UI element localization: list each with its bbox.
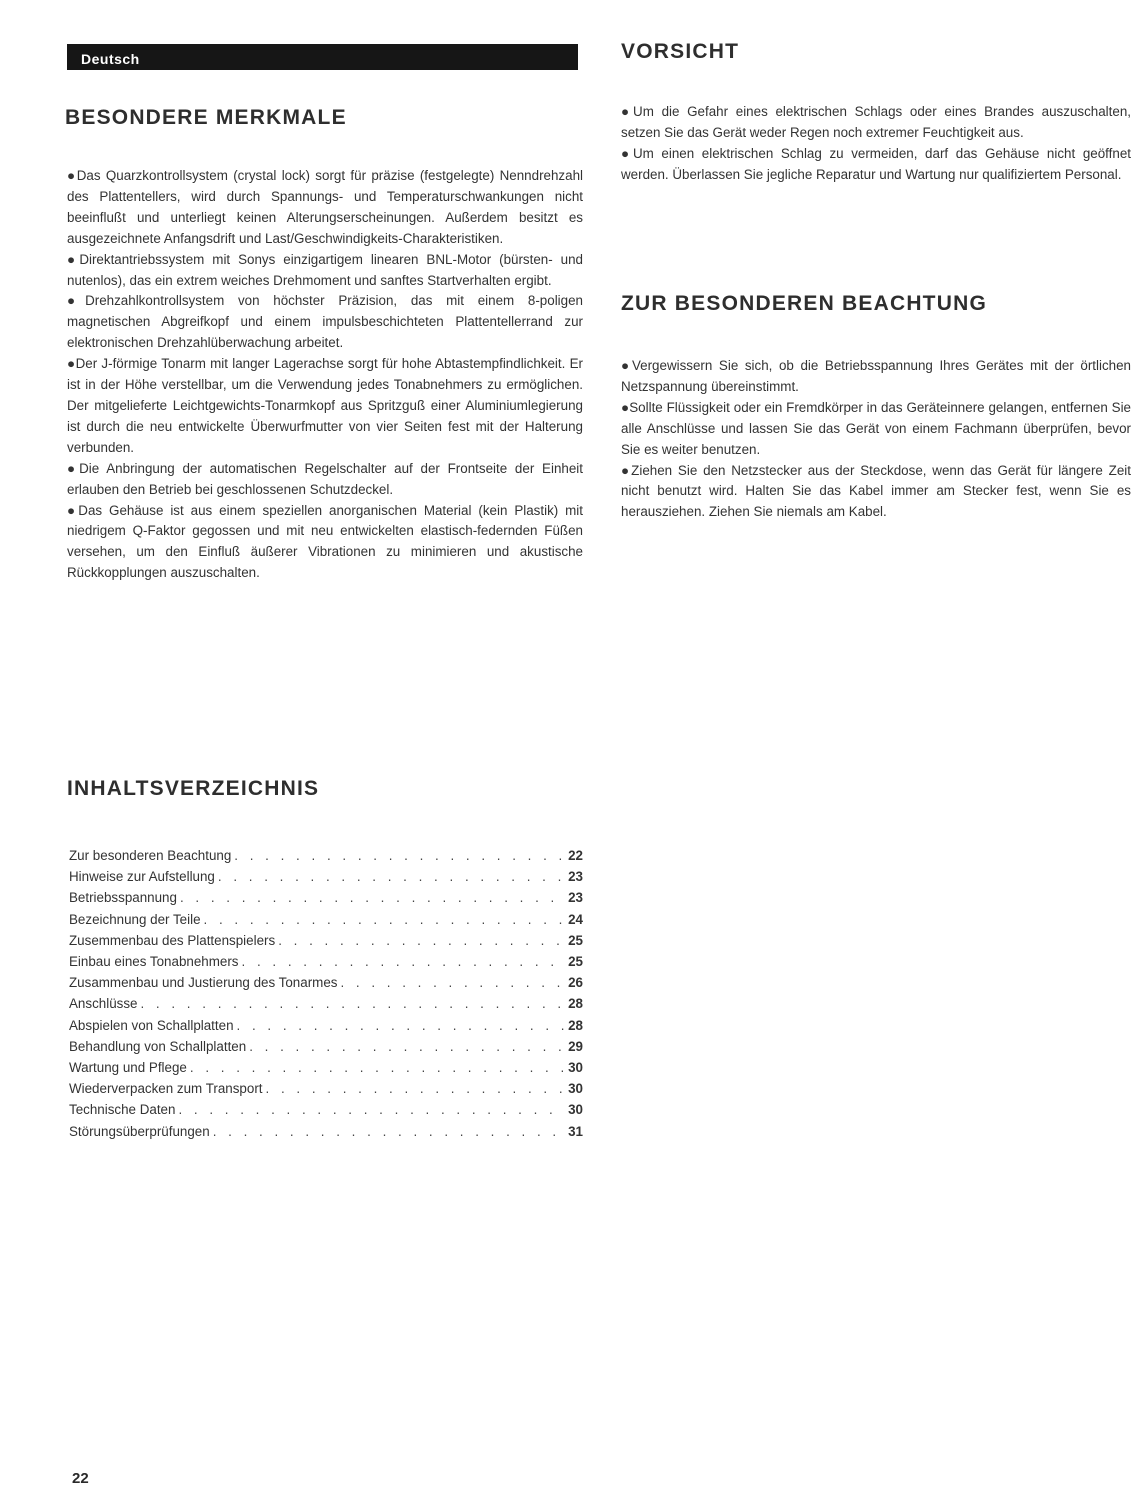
caution-paragraph: ●Um die Gefahr eines elektrischen Schlags oder eines Brandes auszuschalten, setzen Sie das Gerät weder Regen noch extremer Feuchtigkeit aus. [621,104,1131,140]
toc-item-page: 31 [568,1123,583,1139]
toc-leader-dots [278,930,565,951]
toc-item-label: Bezeichnung der Teile [69,911,201,927]
features-heading: BESONDERE MERKMALE [65,106,347,129]
toc-heading: INHALTSVERZEICHNIS [67,777,320,800]
toc-item-page: 30 [568,1060,583,1076]
toc-item-label: Anschlüsse [69,996,138,1012]
toc-item-page: 30 [568,1081,583,1097]
toc-item [69,909,583,930]
toc-leader-dots [180,887,565,908]
toc-item-label: Abspielen von Schallplatten [69,1017,234,1033]
toc-item [69,972,583,993]
attention-text [621,356,1131,523]
toc-item-label: Behandlung von Schallplatten [69,1038,247,1054]
toc-item-label: Störungsüberprüfungen [69,1123,210,1139]
toc-leader-dots [190,1057,565,1078]
toc-item [69,1121,583,1142]
toc-item-label: Zusemmenbau des Plattenspielers [69,932,276,948]
toc-item-page: 23 [568,869,583,885]
feature-paragraph: ●Direktantriebssystem mit Sonys einzigartigem linearen BNL-Motor (bürsten- und nutenlos), das ein extrem weiches Drehmoment und sanftes Startverhalten ergibt. [67,251,583,288]
toc-leader-dots [249,1036,565,1057]
attention-paragraph: ●Ziehen Sie den Netzstecker aus der Steckdose, wenn das Gerät für längere Zeit nicht benutzt wird. Halten Sie das Kabel immer am Stecker fest, wenn Sie es herausziehen. Ziehen Sie niemals am Kabel. [621,462,1131,520]
toc-item [69,1015,583,1036]
toc-item [69,1078,583,1099]
toc-item [69,887,583,908]
attention-paragraph: ●Vergewissern Sie sich, ob die Betriebsspannung Ihres Gerätes mit der örtlichen Netzspannung übereinstimmt. [621,358,1131,394]
toc-item [69,1099,583,1120]
toc-leader-dots [242,951,566,972]
toc-item [69,1036,583,1057]
feature-paragraph: ●Das Gehäuse ist aus einem speziellen anorganischen Material (kein Plastik) mit niedrigem Q-Faktor gegossen und mit neu entwickelten elastisch-federnden Füßen versehen, um den Einfluß äußerer Vibrationen zu minimieren und akustische Rückkopplungen auszuschalten. [67,502,583,581]
page-number: 22 [72,1470,89,1487]
toc-item-page: 26 [568,975,583,991]
toc-item-page: 24 [568,911,583,927]
toc-item [69,930,583,951]
toc-leader-dots [340,972,565,993]
attention-paragraph: ●Sollte Flüssigkeit oder ein Fremdkörper in das Geräteinnere gelangen, entfernen Sie alle Anschlüsse und lassen Sie das Gerät von einem Fachmann überprüfen, bevor Sie es weiter benutzen. [621,399,1131,457]
toc-leader-dots [140,993,565,1014]
toc-leader-dots [213,1121,565,1142]
toc-leader-dots [266,1078,566,1099]
caution-text [621,102,1131,186]
toc-item-label: Wiederverpacken zum Transport [69,1081,263,1097]
toc-item-label: Zusammenbau und Justierung des Tonarmes [69,975,338,991]
attention-heading: ZUR BESONDEREN BEACHTUNG [621,292,987,315]
caution-paragraph: ●Um einen elektrischen Schlag zu vermeiden, darf das Gehäuse nicht geöffnet werden. Überlassen Sie jegliche Reparatur und Wartung nur qualifiziertem Personal. [621,145,1131,182]
toc-item-page: 30 [568,1102,583,1118]
toc-leader-dots [234,845,565,866]
toc-item [69,1057,583,1078]
toc-item-page: 28 [568,996,583,1012]
toc-leader-dots [204,909,566,930]
toc-leader-dots [237,1015,566,1036]
toc-item [69,845,583,866]
toc-leader-dots [218,866,565,887]
toc-item-page: 29 [568,1038,583,1054]
toc-item-label: Wartung und Pflege [69,1060,187,1076]
toc-item-label: Technische Daten [69,1102,176,1118]
features-text [67,166,583,584]
feature-paragraph: ●Der J-förmige Tonarm mit langer Lagerachse sorgt für hohe Abtastempfindlichkeit. Er ist in der Höhe verstellbar, um die Verwendung jedes Tonabnehmers zu ermöglichen. Der mitgelieferte Leichtgewichts-Tonarmkopf aus Spritzguß einer Aluminiumlegierung ist durch die neu entwickelte Überwurfmutter von vier Seiten fest mit der Halterung verbunden. [67,356,583,455]
feature-paragraph: ●Die Anbringung der automatischen Regelschalter auf der Frontseite der Einheit erlauben den Betrieb bei geschlossenen Schutzdeckel. [67,460,583,497]
feature-paragraph: ●Drehzahlkontrollsystem von höchster Präzision, das mit einem 8-poligen magnetischen Abgreifkopf und einem impulsbeschichteten Plattentellerrand zur elektronischen Drehzahlüberwachung arbeitet. [67,293,583,351]
toc-item-page: 28 [568,1017,583,1033]
caution-heading: VORSICHT [621,40,740,63]
toc-item-label: Betriebsspannung [69,890,177,906]
toc-item [69,866,583,887]
toc-item-page: 25 [568,932,583,948]
feature-paragraph: ●Das Quarzkontrollsystem (crystal lock) sorgt für präzise (festgelegte) Nenndrehzahl des Plattentellers, wird durch Spannungs- und Temperaturschwankungen nicht beeinflußt und unterliegt keinen Alterungserscheinungen. Außerdem besitzt es ausgezeichnete Anfangsdrift und Last/Geschwindigkeits-Charakteristiken. [67,168,583,246]
language-label: Deutsch [67,44,578,70]
toc-item-label: Einbau eines Tonabnehmers [69,954,239,970]
toc-item-page: 22 [568,848,583,863]
toc-item [69,993,583,1014]
toc-leader-dots [178,1099,565,1120]
toc-item [69,951,583,972]
table-of-contents [69,845,583,1142]
toc-item-page: 25 [568,954,583,970]
toc-item-page: 23 [568,890,583,906]
toc-item-label: Zur besonderen Beachtung [69,848,232,863]
toc-item-label: Hinweise zur Aufstellung [69,869,215,885]
